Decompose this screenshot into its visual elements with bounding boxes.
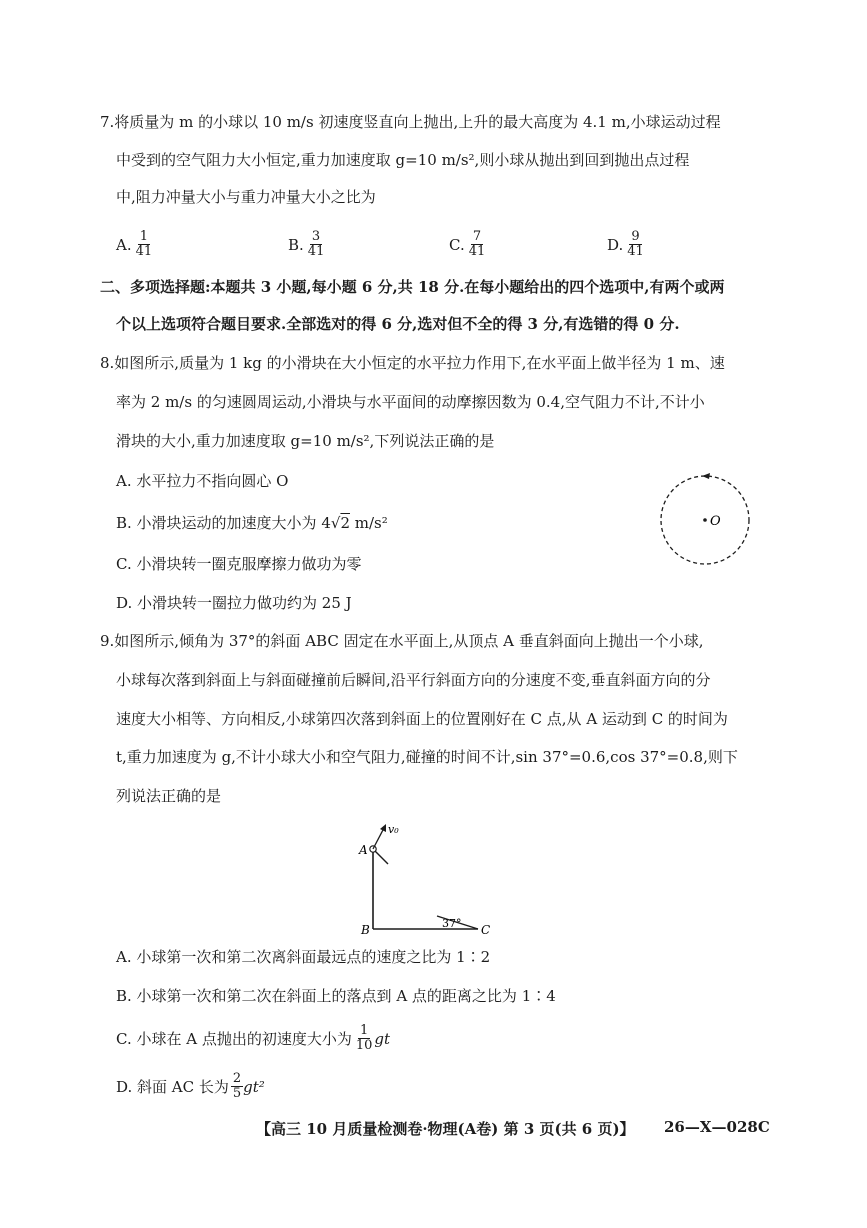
section2-heading-line2: 个以上选项符合题目要求.全部选对的得 6 分,选对但不全的得 3 分,有选错的得 0 分. (116, 315, 680, 333)
q7-option-c (449, 230, 487, 259)
q8-option-b: B. 小滑块运动的加速度大小为 4√2 m/s² (116, 514, 388, 532)
q7-stem-line1: 7.将质量为 m 的小球以 10 m/s 初速度竖直向上抛出,上升的最大高度为 4.1 m,小球运动过程 (100, 113, 721, 131)
label-angle: 37° (442, 917, 462, 930)
q8-circle-figure (650, 465, 760, 575)
q8-option-d: D. 小滑块转一圈拉力做功约为 25 J (116, 594, 352, 612)
q7-option-b-fraction: $\frac{3}{41}$ (307, 229, 325, 259)
q7-stem-line3: 中,阻力冲量大小与重力冲量大小之比为 (116, 188, 376, 206)
q9-stem-line1: 9.如图所示,倾角为 37°的斜面 ABC 固定在水平面上,从顶点 A 垂直斜面向上抛出一个小球, (100, 632, 704, 650)
q7-option-c-label: C. (449, 235, 465, 254)
label-c: C (481, 923, 491, 937)
q7-option-b-label: B. (288, 235, 304, 254)
q9-option-d-fraction: $\frac{2}{5}$ (232, 1071, 242, 1101)
q7-option-a-label: A. (116, 235, 132, 254)
center-point (703, 518, 707, 522)
q7-option-c-fraction: $\frac{7}{41}$ (468, 229, 486, 259)
label-v0: v₀ (388, 823, 399, 836)
q9-stem-line5: 列说法正确的是 (116, 787, 222, 805)
q7-option-b (288, 230, 326, 259)
q7-option-a-fraction: $\frac{1}{41}$ (135, 229, 153, 259)
q7-option-a (116, 230, 154, 259)
page-footer: 【高三 10 月质量检测卷·物理(A卷) 第 3 页(共 6 页)】 (256, 1120, 635, 1138)
q7-stem-line2: 中受到的空气阻力大小恒定,重力加速度取 g=10 m/s²,则小球从抛出到回到抛出点过程 (116, 151, 690, 169)
velocity-arrow (373, 828, 384, 849)
direction-arrow-icon (702, 473, 710, 479)
q8-stem-line1: 8.如图所示,质量为 1 kg 的小滑块在大小恒定的水平拉力作用下,在水平面上做半径为 1 m、速 (100, 354, 725, 372)
label-a: A (359, 843, 368, 857)
q9-stem-line2: 小球每次落到斜面上与斜面碰撞前后瞬间,沿平行斜面方向的分速度不变,垂直斜面方向的分 (116, 671, 711, 689)
q7-option-d-fraction: $\frac{9}{41}$ (627, 229, 644, 259)
q9-option-d: D. 斜面 AC 长为 $\frac{2}{5}$ gt² (116, 1071, 265, 1101)
center-label: O (710, 514, 721, 529)
section2-heading-line1: 二、多项选择题:本题共 3 小题,每小题 6 分,共 18 分.在每小题给出的四个选项中,有两个或两 (100, 278, 725, 296)
q9-option-a: A. 小球第一次和第二次离斜面最远点的速度之比为 1∶2 (116, 948, 491, 966)
q9-incline-figure (355, 812, 555, 940)
q7-option-d-label: D. (607, 235, 624, 254)
q9-option-c: C. 小球在 A 点抛出的初速度大小为 $\frac{1}{10}$ gt (116, 1023, 391, 1053)
q8-option-b-radicand: 2 (340, 514, 350, 532)
label-b: B (361, 923, 370, 937)
q9-option-b: B. 小球第一次和第二次在斜面上的落点到 A 点的距离之比为 1∶4 (116, 987, 556, 1005)
q7-option-d (607, 230, 646, 259)
q8-stem-line2: 率为 2 m/s 的匀速圆周运动,小滑块与水平面间的动摩擦因数为 0.4,空气阻力不计,不计小 (116, 393, 705, 411)
q9-stem-line3: 速度大小相等、方向相反,小球第四次落到斜面上的位置刚好在 C 点,从 A 运动到 C 的时间为 (116, 710, 728, 728)
q8-option-a: A. 水平拉力不指向圆心 O (116, 472, 289, 490)
q8-option-c: C. 小滑块转一圈克服摩擦力做功为零 (116, 555, 362, 573)
q8-stem-line3: 滑块的大小,重力加速度取 g=10 m/s²,下列说法正确的是 (116, 432, 495, 450)
q9-stem-line4: t,重力加速度为 g,不计小球大小和空气阻力,碰撞的时间不计,sin 37°=0.6,cos 37°=0.8,则下 (116, 748, 738, 766)
paper-code: 26—X—028C (664, 1118, 770, 1136)
sqrt-sign: √ (330, 514, 341, 532)
q9-option-c-fraction: $\frac{1}{10}$ (355, 1023, 373, 1053)
